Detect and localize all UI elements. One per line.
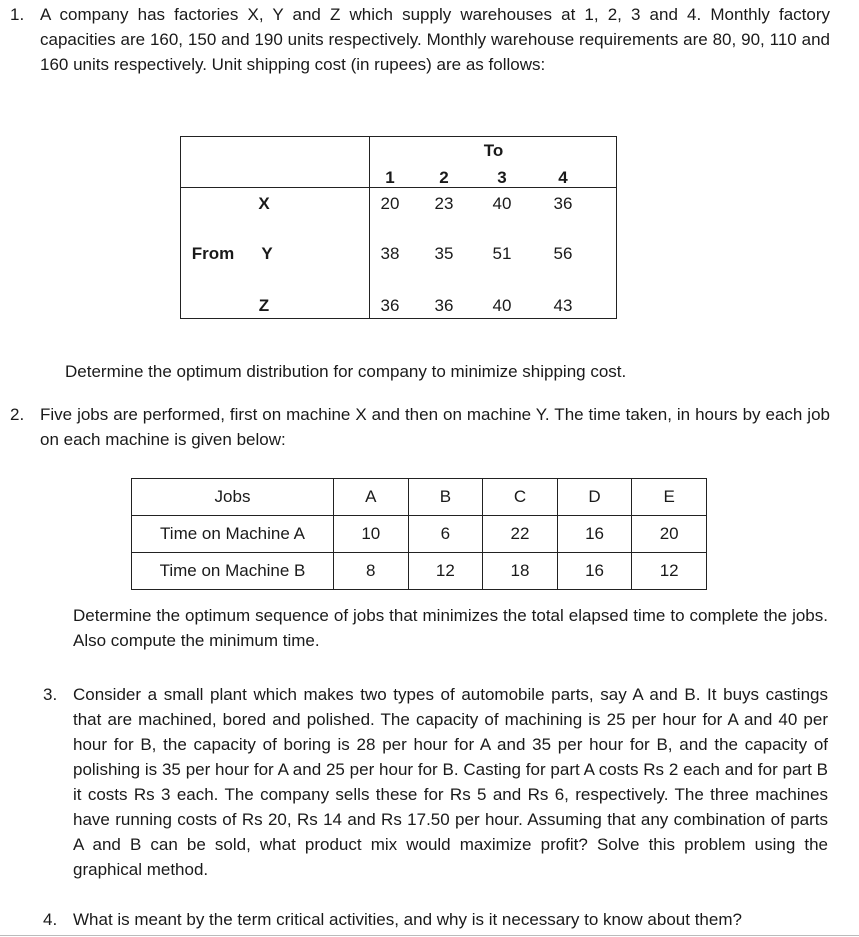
header-c: C (483, 479, 558, 516)
cell-machine-b-d: 16 (557, 553, 632, 590)
question-3-number: 3. (43, 685, 58, 704)
cell-y-2: 35 (434, 244, 454, 263)
question-2-followup: Determine the optimum sequence of jobs that minimizes the total elapsed time to complete the jobs. Also compute the minimum time. (73, 606, 828, 650)
page-bottom-rule (0, 935, 859, 936)
column-header-2: 2 (439, 168, 449, 187)
cell-z-2: 36 (434, 296, 454, 315)
cell-x-2: 23 (434, 194, 454, 213)
shipping-cost-table (180, 136, 617, 319)
table-divider-vertical (369, 137, 370, 318)
header-b: B (408, 479, 483, 516)
question-4 (43, 907, 828, 932)
header-a: A (333, 479, 408, 516)
row-label-x: X (258, 194, 270, 213)
header-d: D (557, 479, 632, 516)
question-3 (43, 682, 828, 882)
question-3-text: Consider a small plant which makes two types of automobile parts, say A and B. It buys castings that are machined, bored and polished. The capacity of machining is 25 per hour for A and 40 per hour for B, the capacity of boring is 28 per hour for A and 35 per hour for B, and the capacity of polishing is 35 per hour for A and 25 per hour for B. Casting for part A costs Rs 2 each and for part B it costs Rs 3 each. The company sells these for Rs 5 and Rs 6, respectively. The three machines have running costs of Rs 20, Rs 14 and Rs 17.50 per hour. Assuming that any combination of parts A and B can be sold, what product mix would maximize profit? Solve this problem using the graphical method. (73, 685, 828, 879)
row-label-machine-a: Time on Machine A (132, 516, 334, 553)
cell-y-1: 38 (380, 244, 400, 263)
cell-machine-b-e: 12 (632, 553, 707, 590)
cell-machine-a-e: 20 (632, 516, 707, 553)
column-header-3: 3 (497, 168, 507, 187)
row-label-y: Y (261, 244, 273, 263)
question-1-number: 1. (10, 5, 25, 24)
cell-machine-a-a: 10 (333, 516, 408, 553)
cell-x-4: 36 (553, 194, 573, 213)
question-2 (10, 402, 830, 452)
question-4-text: What is meant by the term critical activities, and why is it necessary to know about them? (73, 910, 742, 929)
cell-machine-b-a: 8 (333, 553, 408, 590)
question-4-number: 4. (43, 910, 58, 929)
cell-z-3: 40 (492, 296, 512, 315)
question-1-text: A company has factories X, Y and Z which supply warehouses at 1, 2, 3 and 4. Monthly factory capacities are 160, 150 and 190 units respectively. Monthly warehouse requirements are 80, 90, 110 and 160 units respectively. Unit shipping cost (in rupees) are as follows: (40, 5, 830, 74)
cell-machine-a-c: 22 (483, 516, 558, 553)
header-e: E (632, 479, 707, 516)
cell-y-3: 51 (492, 244, 512, 263)
question-1 (10, 2, 830, 77)
to-label: To (483, 141, 504, 160)
cell-z-4: 43 (553, 296, 573, 315)
column-header-1: 1 (385, 168, 395, 187)
question-2-number: 2. (10, 405, 25, 424)
job-times-table (131, 478, 707, 590)
cell-machine-b-b: 12 (408, 553, 483, 590)
cell-x-3: 40 (492, 194, 512, 213)
cell-machine-a-d: 16 (557, 516, 632, 553)
table-row (132, 479, 707, 516)
row-label-machine-b: Time on Machine B (132, 553, 334, 590)
table-row (132, 553, 707, 590)
header-jobs: Jobs (132, 479, 334, 516)
table-row (132, 516, 707, 553)
question-1-followup: Determine the optimum distribution for company to minimize shipping cost. (65, 362, 627, 381)
cell-x-1: 20 (380, 194, 400, 213)
cell-z-1: 36 (380, 296, 400, 315)
row-label-z: Z (258, 296, 270, 315)
cell-machine-a-b: 6 (408, 516, 483, 553)
cell-machine-b-c: 18 (483, 553, 558, 590)
question-2-text: Five jobs are performed, first on machine X and then on machine Y. The time taken, in hours by each job on each machine is given below: (40, 405, 830, 449)
column-header-4: 4 (558, 168, 568, 187)
cell-y-4: 56 (553, 244, 573, 263)
from-label: From (191, 244, 235, 263)
